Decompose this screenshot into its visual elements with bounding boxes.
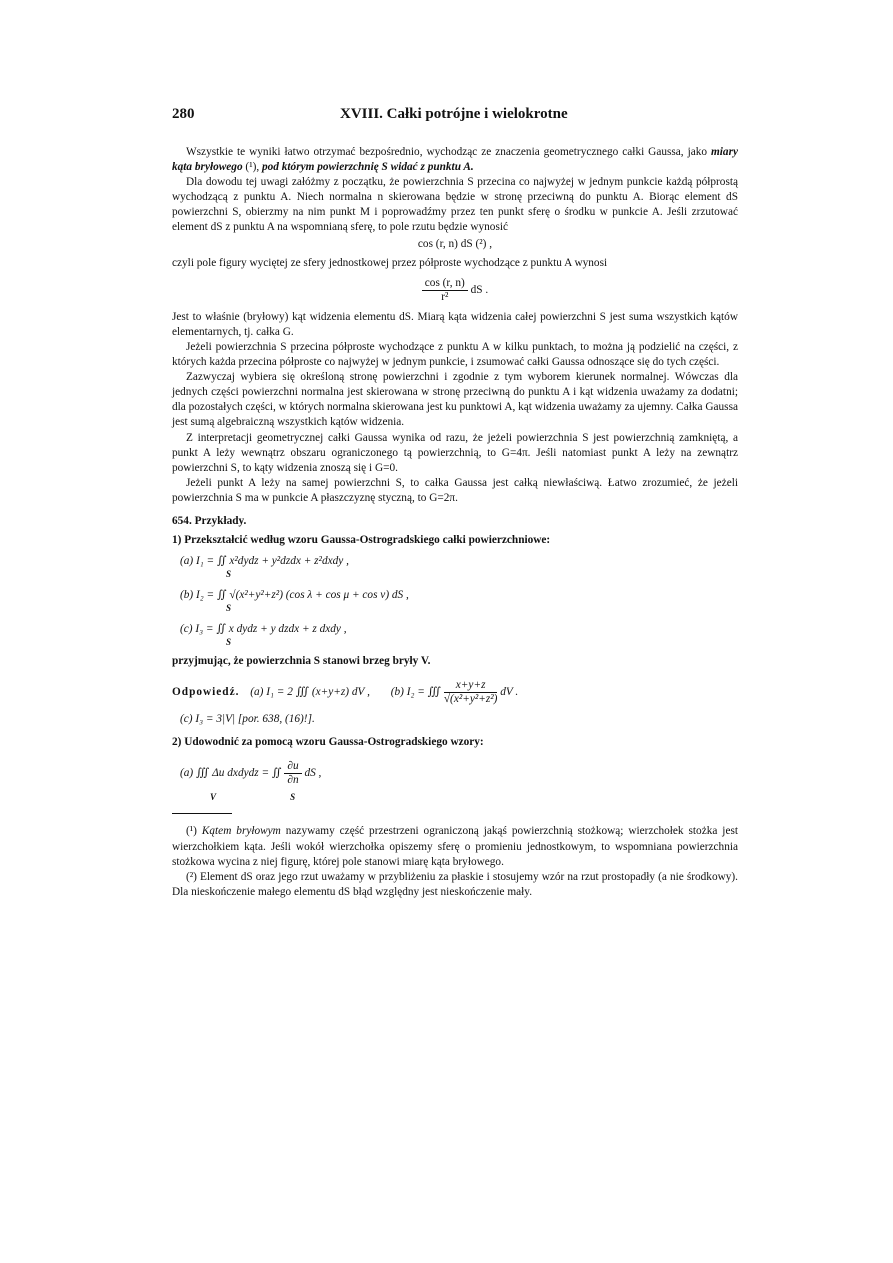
denominator: r²: [441, 290, 449, 303]
paragraph: Jeżeli punkt A leży na samej powierzchni S, to całka Gaussa jest całką niewłaściwą. Łatwo zrozumieć, że jeżeli powierzchnia S ma w punkcie A płaszczyznę styczną, to G=2π.: [172, 476, 738, 504]
formula-lead: (a) ∭ Δu dxdydz = ∬: [180, 767, 282, 780]
numerator: x+y+z: [444, 679, 498, 693]
footnotes: [172, 824, 738, 899]
formula-b: [180, 586, 738, 616]
formula-text: (b) I₂ = ∬ √(x²+y²+z²) (cos λ + cos μ + cos ν) dS ,: [180, 589, 409, 602]
answer-line: [172, 679, 738, 706]
running-header: XVIII. Całki potrójne i wielokrotne: [340, 106, 568, 122]
denominator: √(x²+y²+z²): [443, 693, 498, 706]
answer-b-lead: (b) I₂ = ∭: [390, 686, 442, 699]
footnote-1: [172, 824, 738, 869]
exercise-note: przyjmując, że powierzchnia S stanowi brzeg bryły V.: [172, 655, 431, 668]
fraction: [284, 760, 301, 787]
subscript-row: V S: [210, 792, 296, 803]
numerator: cos (r, n): [422, 277, 468, 291]
equation: cos (r, n) dS (²) ,: [417, 237, 493, 250]
exercise-title: 2) Udowodnić za pomocą wzoru Gaussa-Ostrogradskiego wzory:: [172, 736, 484, 749]
equation-fraction: [172, 277, 738, 304]
answer-a: (a) I₁ = 2 ∭ (x+y+z) dV ,: [250, 686, 370, 699]
paragraph: Jeżeli powierzchnia S przecina półproste wychodzące z punktu A w kilku punktach, to można ją podzielić na części, z których każda przecina półproste co najwyżej w jednym punkcie, i zsumować całki Gaussa odnoszące się do tych części.: [172, 340, 738, 369]
emphasis: miary kąta bryłowego: [172, 146, 738, 174]
formula-text: (a) I₁ = ∬ x²dydz + y²dzdx + z²dxdy ,: [180, 555, 349, 568]
text-run: Wszystkie te wyniki łatwo otrzymać bezpośrednio, wychodząc ze znaczenia geometrycznego całki Gaussa, jako: [186, 146, 711, 158]
footnote-text: nazywamy część przestrzeni ograniczoną jakąś powierzchnią stożkową; wierzchołek stożka jest wierzchołkiem kąta. Jeśli wokół wierzchołka opiszemy sferę o promieniu jednostkowym, to wspomniana powierzchnia stożkowa wycina z niej figurę, której pole stanowi miarę kąta bryłowego.: [172, 825, 738, 868]
formula-text: (c) I₃ = ∬ x dydz + y dzdx + z dxdy ,: [180, 623, 347, 636]
answer-b-tail: dV .: [500, 686, 519, 699]
equation-tail: dS .: [470, 283, 489, 296]
paragraph: [172, 145, 738, 175]
footnote-mark: (¹): [186, 825, 202, 838]
formula-tail: dS ,: [304, 767, 322, 780]
formula-2a: [180, 760, 738, 787]
denominator: ∂n: [287, 774, 299, 787]
numerator: ∂u: [284, 760, 301, 774]
page-number: 280: [172, 106, 195, 122]
section-heading: 654. Przykłady.: [172, 514, 247, 527]
subscript: S: [226, 637, 232, 648]
fraction: [422, 277, 468, 304]
paragraph: czyli pole figury wyciętej ze sfery jednostkowej przez półproste wychodzące z punktu A wynosi: [172, 256, 608, 269]
answer-fraction: [444, 679, 498, 706]
answer-c: (c) I₃ = 3|V| [por. 638, (16)!].: [180, 713, 315, 726]
footnote-ref: (¹),: [242, 161, 262, 174]
formula-c: [180, 620, 738, 650]
emphasis: pod którym powierzchnię S widać z punktu A.: [262, 161, 474, 174]
subscript: S: [226, 603, 232, 614]
exercise-title: 1) Przekształcić według wzoru Gaussa-Ostrogradskiego całki powierzchniowe:: [172, 534, 551, 547]
paragraph: Dla dowodu tej uwagi załóżmy z początku, że powierzchnia S przecina co najwyżej w jednym punkcie każdą półprostą wychodzącą z punktu A. Niech normalna n skierowana będzie w stronę przeciwną do punktu A. Biorąc element dS powierzchni S, obierzmy na nim punkt M i poprowadźmy przez ten punkt sferę o środku w punkcie A. Jeśli zrzutować element dS z punktu A na wspomnianą sferę, to pole rzutu będzie wynosić: [172, 176, 738, 234]
answer-label: Odpowiedź.: [172, 686, 240, 699]
emphasis: Kątem bryłowym: [201, 825, 281, 838]
paragraph: Zazwyczaj wybiera się określoną stronę powierzchni i zgodnie z tym wyborem kierunek normalnej. Wówczas dla jednych części powierzchni normalna jest skierowana w stronę przeciwną do punktu A i kąt widzenia uważamy za dodatni; dla pozostałych części, w których normalna skierowana jest ku punktowi A, kąt widzenia uważamy za ujemny. Całka Gaussa jest sumą algebraiczną wszystkich kątów widzenia.: [172, 371, 738, 429]
footnote-rule: [172, 813, 232, 814]
subscript: S: [226, 569, 232, 580]
footnote-2: (²) Element dS oraz jego rzut uważamy w przybliżeniu za płaskie i stosujemy wzór na rzut prostopadły (a nie środkowy). Dla nieskończenie małego elementu dS błąd względny jest nieskończenie mały.: [172, 870, 738, 898]
formula-a: [180, 552, 738, 582]
paragraph: Z interpretacji geometrycznej całki Gaussa wynika od razu, że jeżeli powierzchnia S jest powierzchnią zamkniętą, a punkt A leży wewnątrz obszaru ograniczonego tą powierzchnią, to G=4π. Jeśli natomiast punkt A leży na zewnątrz powierzchni S, to kąty widzenia znoszą się i G=0.: [172, 431, 738, 474]
paragraph: Jest to właśnie (bryłowy) kąt widzenia elementu dS. Miarą kąta widzenia całej powierzchni S jest suma wszystkich kątów elementarnych, tj. całka G.: [172, 310, 738, 338]
body-text: [172, 145, 738, 900]
